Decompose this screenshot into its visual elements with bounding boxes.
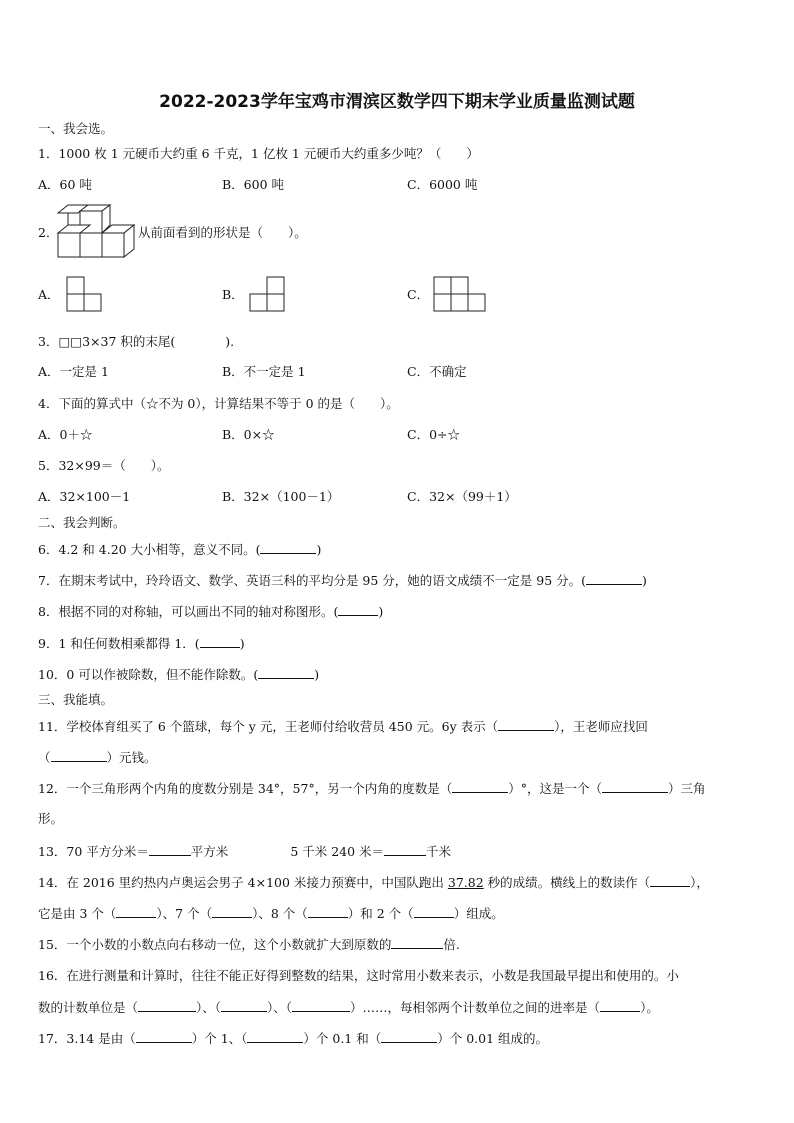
- answer-blank[interactable]: [414, 905, 454, 918]
- answer-blank[interactable]: [212, 905, 252, 918]
- q10-text: 10．0 可以作被除数，但不能作除数。(: [38, 667, 259, 682]
- q15-text: 15．一个小数的小数点向右移动一位，这个小数就扩大到原数的: [38, 937, 392, 952]
- q16-text: ）、（: [196, 1000, 222, 1015]
- q14-text: ），: [690, 875, 709, 890]
- q1-option-b: B．600 吨: [222, 177, 285, 192]
- q5-option-a: A．32×100－1: [38, 489, 131, 504]
- q3-option-b: B．不一定是 1: [222, 364, 306, 379]
- q13-text: 13．70 平方分米＝: [38, 844, 149, 859]
- q14-text: ）组成。: [453, 906, 504, 921]
- answer-blank[interactable]: [498, 718, 554, 731]
- question-8: [38, 603, 383, 620]
- q12-text: 12．一个三角形两个内角的度数分别是 34°，57°，另一个内角的度数是（: [38, 781, 453, 796]
- page-title: 2022-2023学年宝鸡市渭滨区数学四下期末学业质量监测试题: [159, 92, 635, 112]
- q5-option-b: B．32×（100－1）: [222, 489, 340, 504]
- q2-option-a: A．: [38, 287, 60, 302]
- q14-text: ）、7 个（: [156, 906, 213, 921]
- underlined-number: 37.82: [447, 875, 484, 890]
- answer-blank[interactable]: [116, 905, 156, 918]
- q13-text: 千米: [426, 844, 452, 859]
- question-13: [38, 843, 451, 860]
- question-14-line-1: [38, 874, 709, 891]
- q9-close: ): [239, 636, 245, 651]
- q15-text: 倍.: [443, 937, 460, 952]
- q4-option-b: B．0×☆: [222, 427, 275, 442]
- answer-blank[interactable]: [138, 999, 196, 1012]
- question-7: [38, 572, 647, 589]
- q17-text: ）个 0.01 组成的。: [437, 1031, 549, 1046]
- q3-option-a: A．一定是 1: [38, 364, 109, 379]
- question-15: [38, 936, 460, 953]
- q16-text: ）、（: [267, 1000, 293, 1015]
- answer-blank[interactable]: [136, 1030, 192, 1043]
- answer-blank[interactable]: [586, 572, 642, 585]
- q11-text: ），王老师应找回: [554, 719, 648, 734]
- q4-option-a: A．0＋☆: [38, 427, 93, 442]
- question-17: [38, 1030, 548, 1047]
- q2-option-a-figure: [66, 276, 104, 312]
- answer-blank[interactable]: [292, 999, 350, 1012]
- q2-option-c-figure: [433, 276, 489, 312]
- answer-blank[interactable]: [338, 603, 378, 616]
- q1-option-c: C．6000 吨: [407, 177, 478, 192]
- question-3-stem: 3．□□3×37 积的末尾( ).: [38, 334, 235, 349]
- q14-text: ）、8 个（: [252, 906, 308, 921]
- answer-blank[interactable]: [258, 666, 314, 679]
- q14-text: 它是由 3 个（: [38, 906, 117, 921]
- q16-text: ）。: [640, 1000, 659, 1015]
- question-5-stem: 5．32×99＝（ ）。: [38, 458, 170, 473]
- answer-blank[interactable]: [308, 905, 348, 918]
- q13-text: 5 千米 240 米＝: [290, 844, 385, 859]
- question-16-line-1: 16．在进行测量和计算时，往往不能正好得到整数的结果，这时常用小数来表示，小数是我国最早提出和使用的。小: [38, 968, 679, 983]
- answer-blank[interactable]: [384, 843, 426, 856]
- question-10: [38, 666, 319, 683]
- answer-blank[interactable]: [51, 749, 107, 762]
- q5-option-c: C．32×（99＋1）: [407, 489, 517, 504]
- question-16-line-2: [38, 999, 659, 1016]
- question-9: [38, 635, 245, 652]
- answer-blank[interactable]: [247, 1030, 303, 1043]
- answer-blank[interactable]: [200, 635, 240, 648]
- q2-option-c: C．: [407, 287, 430, 302]
- q14-text: ）和 2 个（: [347, 906, 414, 921]
- question-2-stem: 从前面看到的形状是（ ）。: [138, 225, 307, 240]
- q14-text: 秒的成绩。横线上的数读作（: [483, 875, 651, 890]
- answer-blank[interactable]: [260, 541, 316, 554]
- q2-option-b-figure: [249, 276, 287, 312]
- q12-text: ）°，这是一个（: [508, 781, 602, 796]
- q6-close: ): [316, 542, 322, 557]
- question-11-line-2: [38, 749, 157, 766]
- q7-text: 7．在期末考试中，玲玲语文、数学、英语三科的平均分是 95 分，她的语文成绩不一定是 95 分。(: [38, 573, 587, 588]
- q16-text: ）……，每相邻两个计数单位之间的进率是（: [350, 1000, 601, 1015]
- question-12-line-2: 形。: [38, 811, 64, 826]
- q14-text: 14．在 2016 里约热内卢奥运会男子 4×100 米接力预赛中，中国队跑出: [38, 875, 448, 890]
- q17-text: 17．3.14 是由（: [38, 1031, 136, 1046]
- section-heading: 一、我会选。: [38, 121, 114, 136]
- q2-option-b: B．: [222, 287, 244, 302]
- question-4-stem: 4．下面的算式中（☆不为 0），计算结果不等于 0 的是（ ）。: [38, 396, 399, 411]
- answer-blank[interactable]: [602, 780, 668, 793]
- question-14-line-2: [38, 905, 504, 922]
- q10-close: ): [314, 667, 320, 682]
- question-11-line-1: [38, 718, 648, 735]
- question-2-number: 2．: [38, 225, 59, 240]
- q3-option-c: C．不确定: [407, 364, 467, 379]
- q9-text: 9．1 和任何数相乘都得 1．(: [38, 636, 200, 651]
- q8-close: ): [378, 604, 384, 619]
- q11-text: 11．学校体育组买了 6 个篮球，每个 y 元，王老师付给收营员 450 元。6y 表示（: [38, 719, 499, 734]
- answer-blank[interactable]: [381, 1030, 437, 1043]
- question-12-line-1: [38, 780, 705, 797]
- answer-blank[interactable]: [221, 999, 267, 1012]
- q7-close: ): [642, 573, 647, 588]
- q1-option-a: A．60 吨: [38, 177, 92, 192]
- q11-text: （: [38, 750, 51, 765]
- q16-text: 数的计数单位是（: [38, 1000, 139, 1015]
- q4-option-c: C．0÷☆: [407, 427, 460, 442]
- q12-text: ）三角: [667, 781, 706, 796]
- answer-blank[interactable]: [391, 936, 443, 949]
- answer-blank[interactable]: [149, 843, 191, 856]
- q13-text: 平方米: [190, 844, 229, 859]
- question-6: [38, 541, 321, 558]
- q17-text: ）个 0.1 和（: [303, 1031, 382, 1046]
- q6-text: 6．4.2 和 4.20 大小相等，意义不同。(: [38, 542, 261, 557]
- q8-text: 8．根据不同的对称轴，可以画出不同的轴对称图形。(: [38, 604, 339, 619]
- q11-text: ）元钱。: [106, 750, 157, 765]
- question-1-stem: 1．1000 枚 1 元硬币大约重 6 千克，1 亿枚 1 元硬币大约重多少吨？（ ）: [38, 146, 479, 161]
- answer-blank[interactable]: [650, 874, 690, 887]
- section-heading: 二、我会判断。: [38, 515, 126, 530]
- answer-blank[interactable]: [452, 780, 508, 793]
- cube-stack-figure: [58, 203, 138, 261]
- section-heading: 三、我能填。: [38, 692, 114, 707]
- q17-text: ）个 1、（: [191, 1031, 248, 1046]
- answer-blank[interactable]: [600, 999, 640, 1012]
